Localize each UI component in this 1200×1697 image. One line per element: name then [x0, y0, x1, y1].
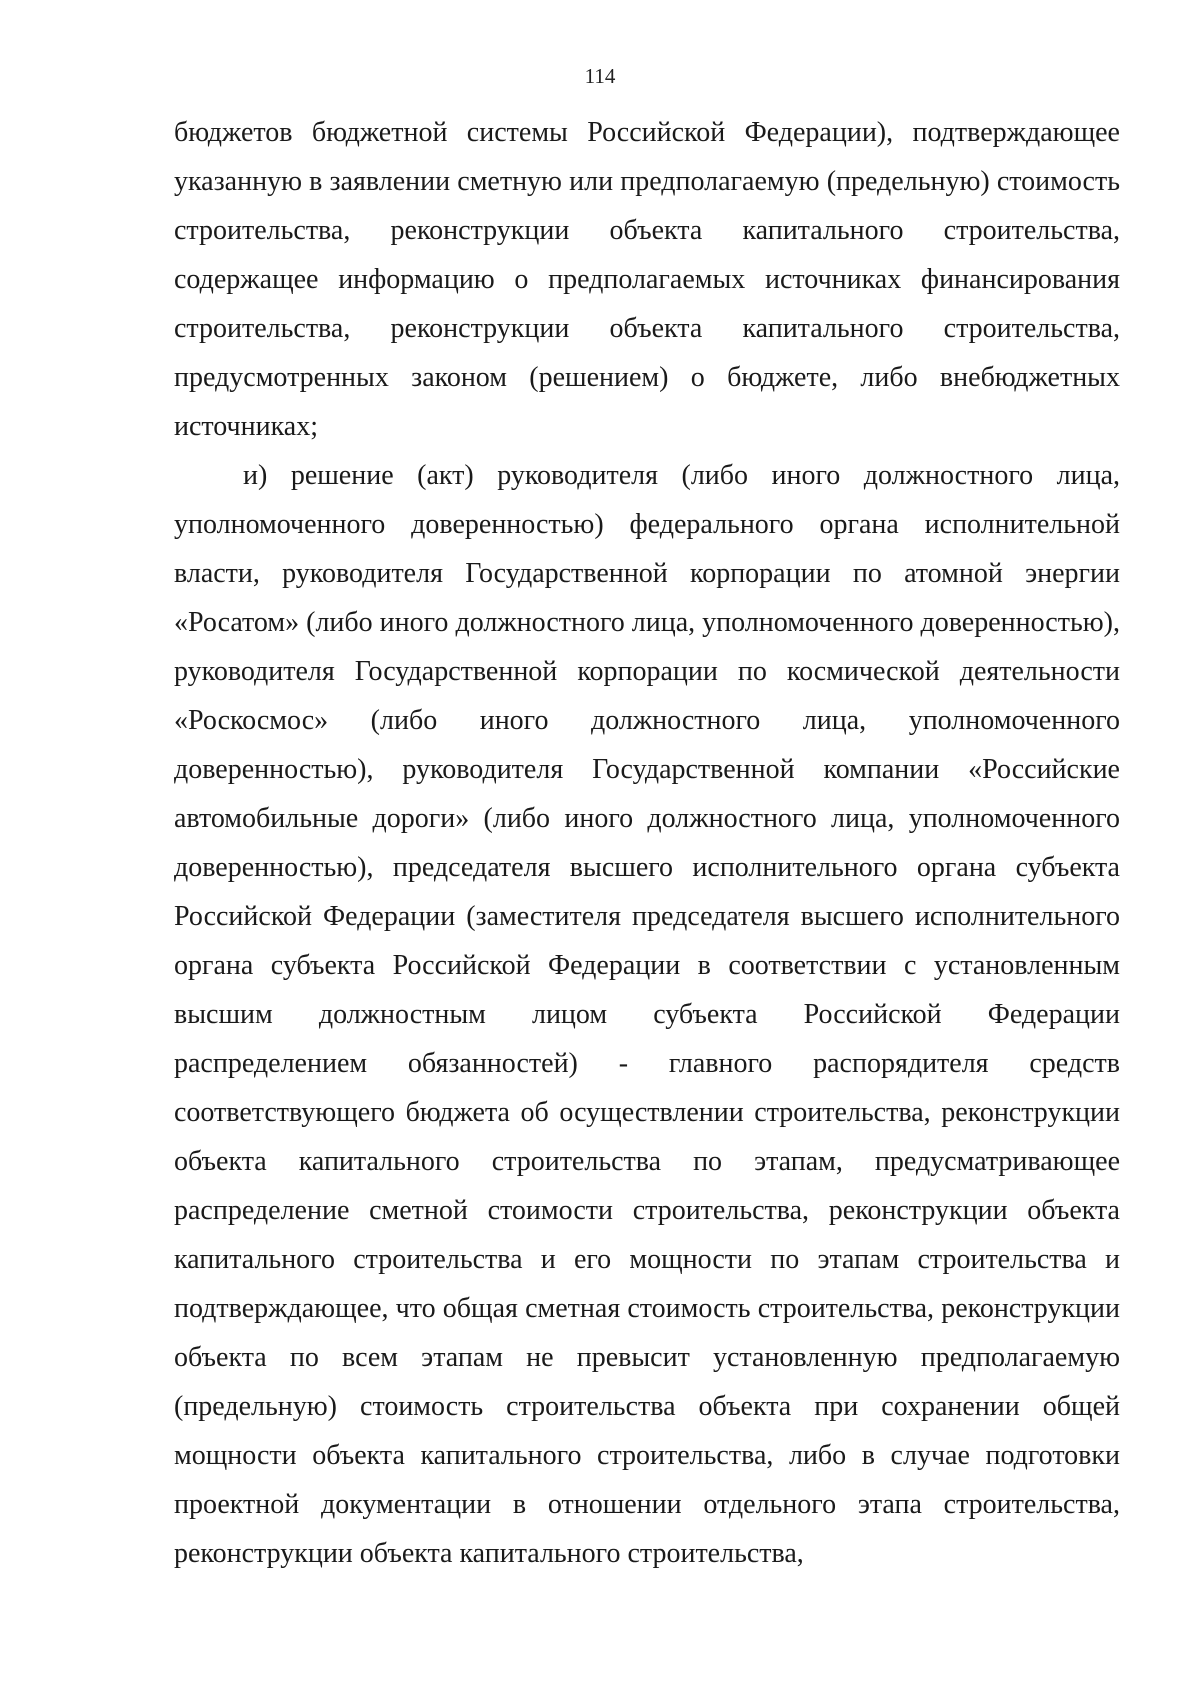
paragraph-continuation: бюджетов бюджетной системы Российской Федерации), подтверждающее указанную в заявлении сметную или предполагаемую (предельную) стоимость строительства, реконструкции объекта капитального строительства, содержащее информацию о предполагаемых источниках финансирования строительства, реконструкции объекта капитального строительства, предусмотренных законом (решением) о бюджете, либо внебюджетных источниках; — [174, 117, 1120, 442]
document-body — [174, 108, 1120, 1578]
paragraph-item-i: и) решение (акт) руководителя (либо иного должностного лица, уполномоченного доверенностью) федерального органа исполнительной власти, руководителя Государственной корпорации по атомной энергии «Росатом» (либо иного должностного лица, уполномоченного доверенностью), руководителя Государственной корпорации по космической деятельности «Роскосмос» (либо иного должностного лица, уполномоченного доверенностью), руководителя Государственной компании «Российские автомобильные дороги» (либо иного должностного лица, уполномоченного доверенностью), председателя высшего исполнительного органа субъекта Российской Федерации (заместителя председателя высшего исполнительного органа субъекта Российской Федерации в соответствии с установленным высшим должностным лицом субъекта Российской Федерации распределением обязанностей) - главного распорядителя средств соответствующего бюджета об осуществлении строительства, реконструкции объекта капитального строительства по этапам, предусматривающее распределение сметной стоимости строительства, реконструкции объекта капитального строительства и его мощности по этапам строительства и подтверждающее, что общая сметная стоимость строительства, реконструкции объекта по всем этапам не превысит установленную предполагаемую (предельную) стоимость строительства объекта при сохранении общей мощности объекта капитального строительства, либо в случае подготовки проектной документации в отношении отдельного этапа строительства, реконструкции объекта капитального строительства, — [174, 460, 1120, 1569]
page-number: 114 — [584, 64, 616, 88]
